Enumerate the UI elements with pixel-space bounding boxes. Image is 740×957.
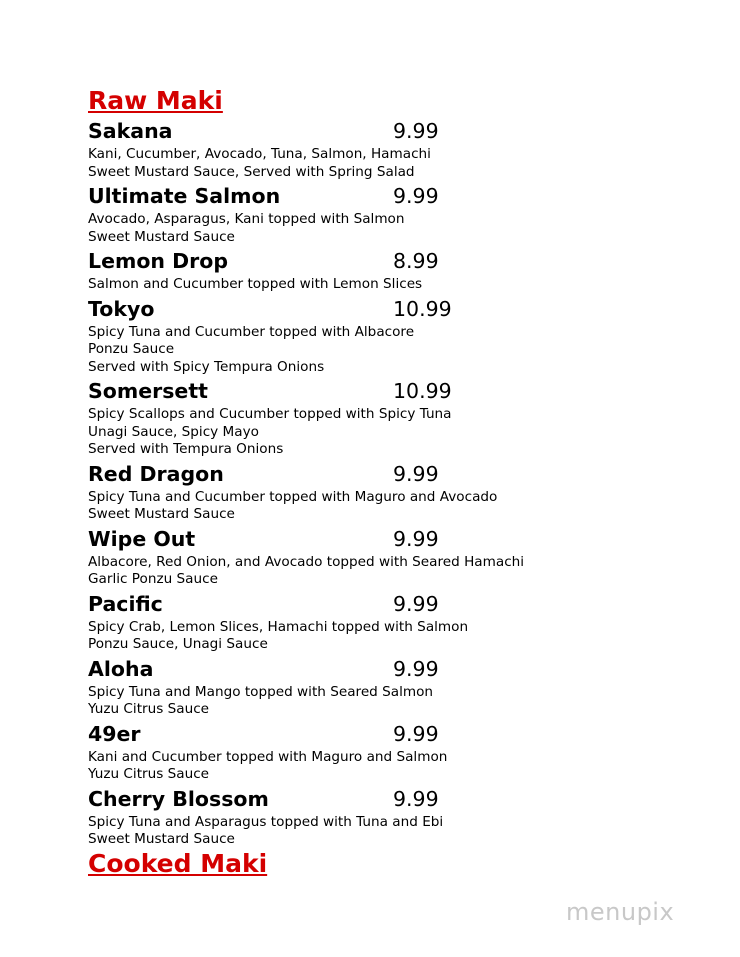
menu-item-price: 9.99: [393, 786, 439, 811]
menu-item-price: 8.99: [393, 249, 439, 273]
menu-item: [88, 181, 688, 246]
menu-item-description: [88, 406, 688, 459]
menu-item-description: [88, 211, 688, 246]
menu-item-description-line: Sweet Mustard Sauce: [88, 506, 235, 522]
menu-item-description-line: Albacore, Red Onion, and Avocado topped with Seared Hamachi: [88, 553, 525, 570]
menu-item-description: [88, 489, 688, 524]
section-heading-cooked-maki: Cooked Maki: [88, 848, 268, 878]
menu-item-price: 9.99: [393, 591, 439, 616]
menu-item-name: Somersett: [88, 379, 208, 403]
menu-item-price: 9.99: [393, 721, 439, 746]
menu-item: [88, 654, 688, 719]
menu-item-list: [88, 116, 688, 849]
menu-item-description-line: Yuzu Citrus Sauce: [88, 701, 210, 717]
menu-item-name: Cherry Blossom: [88, 786, 269, 811]
menu-item-description-line: Unagi Sauce, Spicy Mayo: [88, 423, 259, 440]
menu-item-header: [88, 294, 688, 324]
menu-item-name: Aloha: [88, 656, 154, 681]
menu-item-price: 9.99: [393, 656, 439, 681]
menu-item-description-line: Salmon and Cucumber topped with Lemon Slices: [88, 276, 423, 292]
menu-item-header: [88, 524, 688, 554]
menu-item-description-line: Ponzu Sauce: [88, 341, 175, 357]
menu-item: [88, 719, 688, 784]
menu-item-name: Sakana: [88, 119, 173, 143]
menu-item-header: [88, 181, 688, 211]
menu-item-price: 10.99: [393, 296, 452, 321]
menu-item-description-line: Spicy Tuna and Mango topped with Seared Salmon: [88, 683, 434, 700]
menu-item-description-line: Sweet Mustard Sauce: [88, 831, 235, 847]
menu-item-name: Tokyo: [88, 296, 155, 321]
menu-item-name: Wipe Out: [88, 526, 196, 551]
menu-item-description: [88, 276, 688, 294]
menu-item: [88, 246, 688, 294]
menu-item-header: [88, 589, 688, 619]
menu-item-header: [88, 116, 688, 146]
menu-item-header: [88, 376, 688, 406]
menu-item-description: [88, 554, 688, 589]
menu-item-name: Ultimate Salmon: [88, 184, 281, 208]
menu-item-header: [88, 246, 688, 276]
menu-item-description-line: Spicy Tuna and Cucumber topped with Albacore: [88, 323, 415, 340]
menu-item-description-line: Spicy Tuna and Cucumber topped with Maguro and Avocado: [88, 488, 498, 505]
menu-item: [88, 294, 688, 377]
menu-item-description-line: Spicy Scallops and Cucumber topped with Spicy Tuna: [88, 406, 452, 422]
menu-item-header: [88, 719, 688, 749]
menu-item-description: [88, 324, 688, 377]
menu-item-description-line: Served with Tempura Onions: [88, 441, 284, 457]
menu-item-name: Red Dragon: [88, 461, 224, 486]
menu-item-description: [88, 684, 688, 719]
menu-item-description-line: Kani and Cucumber topped with Maguro and Salmon: [88, 748, 448, 765]
menu-item-price: 9.99: [393, 184, 439, 208]
menu-item-header: [88, 654, 688, 684]
menu-item-name: Pacific: [88, 591, 163, 616]
menu-item: [88, 589, 688, 654]
menu-item: [88, 524, 688, 589]
menu-item-description-line: Served with Spicy Tempura Onions: [88, 358, 325, 375]
menu-item-price: 9.99: [393, 526, 439, 551]
menu-item-description-line: Sweet Mustard Sauce: [88, 228, 235, 245]
menu-item-description-line: Ponzu Sauce, Unagi Sauce: [88, 636, 268, 652]
menu-item-description-line: Sweet Mustard Sauce, Served with Spring Salad: [88, 163, 415, 180]
menu-item-price: 9.99: [393, 119, 439, 143]
menu-item-header: [88, 459, 688, 489]
menu-item: [88, 784, 688, 849]
menu-item: [88, 376, 688, 459]
menu-item: [88, 459, 688, 524]
menupix-watermark: menupix: [566, 898, 675, 926]
menu-item-header: [88, 784, 688, 814]
menu-item-description-line: Kani, Cucumber, Avocado, Tuna, Salmon, Hamachi: [88, 146, 431, 162]
menu-item-description-line: Spicy Crab, Lemon Slices, Hamachi topped with Salmon: [88, 618, 469, 635]
menu-page: [88, 86, 688, 879]
menu-item-name: Lemon Drop: [88, 249, 229, 273]
menu-item-description-line: Garlic Ponzu Sauce: [88, 571, 218, 587]
menu-item-description: [88, 814, 688, 849]
section-heading-raw-maki: Raw Maki: [88, 86, 223, 115]
menu-item-price: 10.99: [393, 379, 452, 403]
menu-item-price: 9.99: [393, 461, 439, 486]
menu-item-description-line: Spicy Tuna and Asparagus topped with Tuna and Ebi: [88, 813, 444, 830]
menu-item-description-line: Avocado, Asparagus, Kani topped with Salmon: [88, 211, 405, 227]
menu-item-name: 49er: [88, 721, 141, 746]
menu-item-description: [88, 749, 688, 784]
menu-item-description: [88, 146, 688, 181]
menu-item: [88, 116, 688, 181]
menu-item-description-line: Yuzu Citrus Sauce: [88, 766, 210, 782]
menu-item-description: [88, 619, 688, 654]
